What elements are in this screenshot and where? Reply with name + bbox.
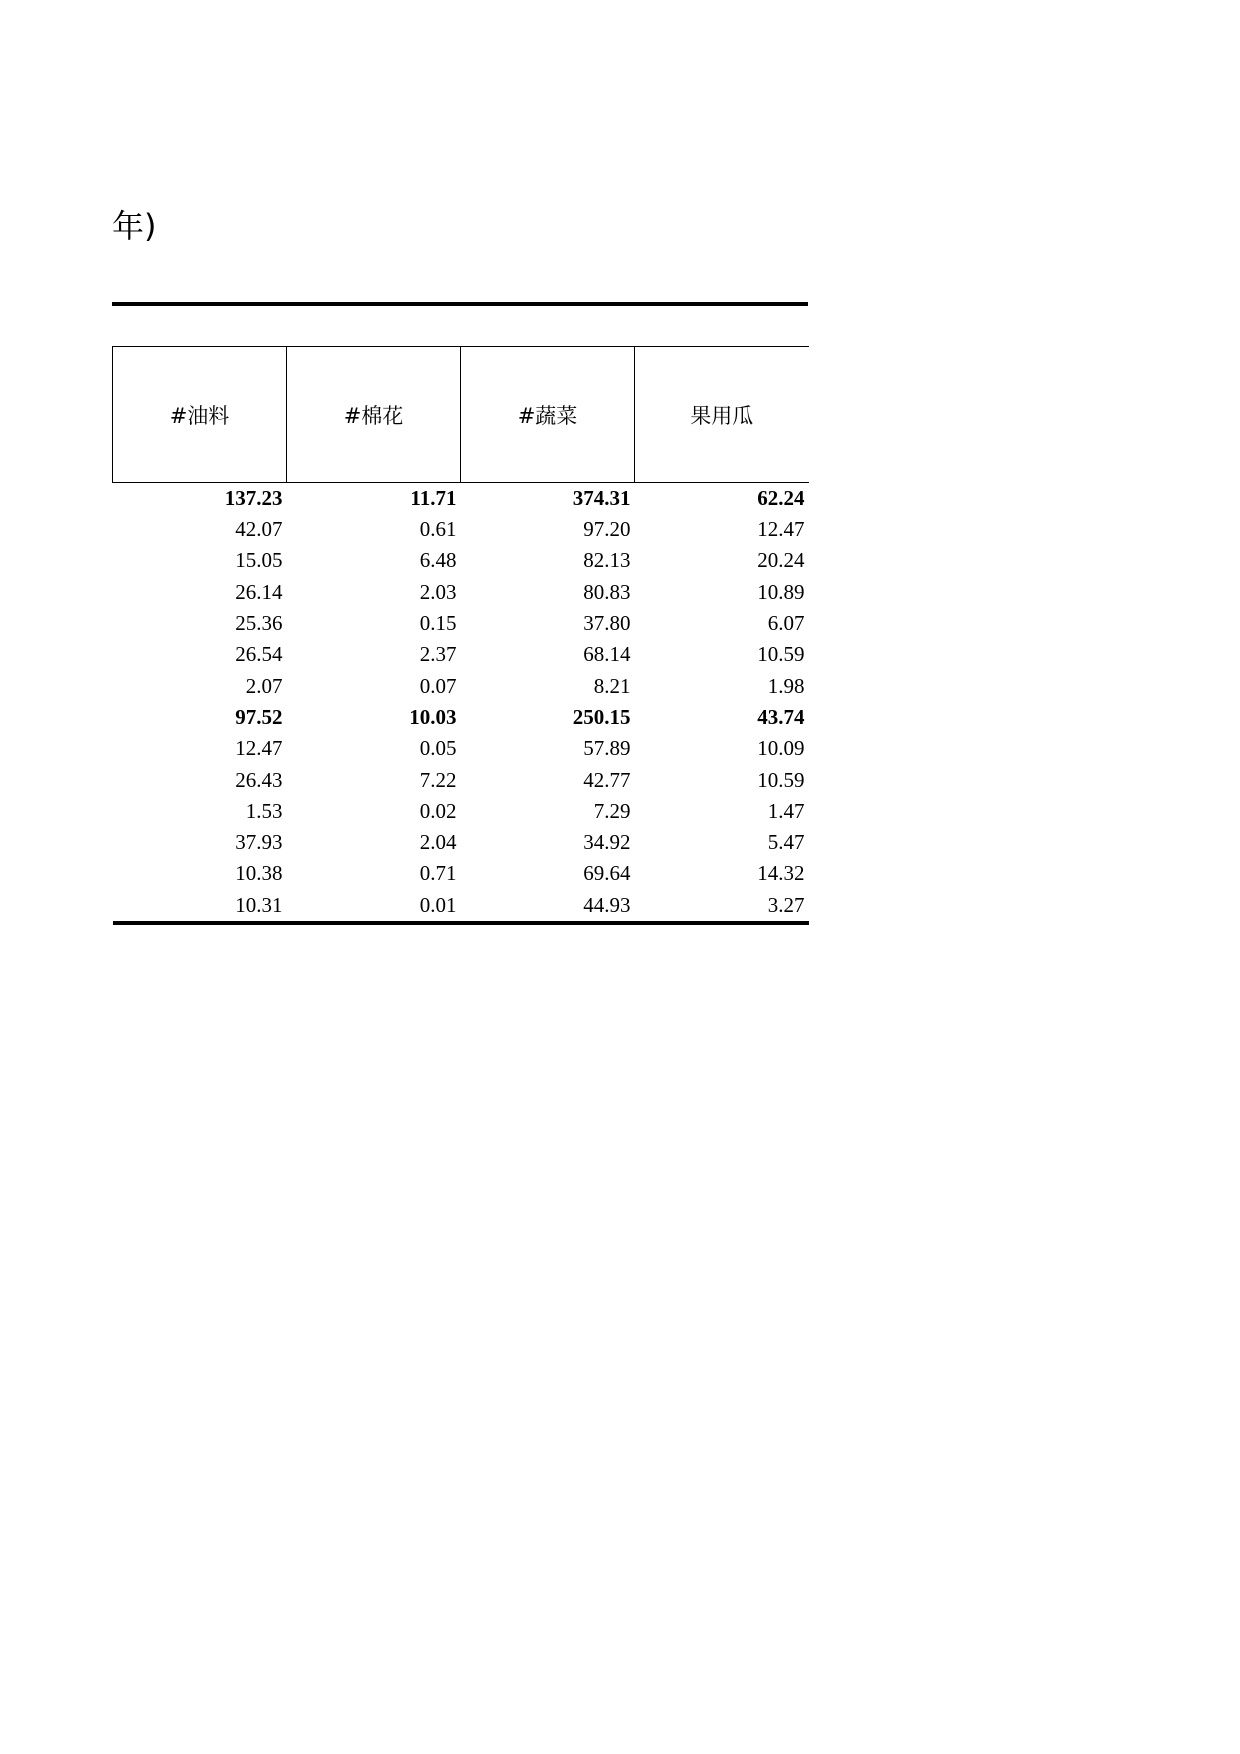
table-cell: 2.07: [245, 673, 283, 698]
table-cell: 1.47: [767, 798, 805, 823]
table-cell: 10.38: [235, 861, 283, 886]
table-cell: 7.22: [419, 767, 457, 792]
table-cell: 14.32: [757, 861, 805, 886]
table-cell: 34.92: [583, 830, 631, 855]
table-cell: 82.13: [583, 548, 631, 573]
table-cell: 12.47: [235, 736, 283, 761]
table-row: [113, 733, 809, 764]
table-cell: 15.05: [235, 548, 283, 573]
table-cell: 0.15: [419, 611, 457, 636]
table-cell: 5.47: [767, 830, 805, 855]
table-cell: 97.20: [583, 517, 631, 542]
table-cell: 0.71: [419, 861, 457, 886]
table-cell: 57.89: [583, 736, 631, 761]
table-cell: 1.98: [767, 673, 805, 698]
table-cell: 1.53: [245, 798, 283, 823]
table-row: [113, 827, 809, 858]
table-body: [113, 483, 809, 923]
table-row: [113, 514, 809, 545]
table-cell: 0.05: [419, 736, 457, 761]
table-cell: 68.14: [583, 642, 631, 667]
table-row: [113, 702, 809, 733]
table-row: [113, 608, 809, 639]
table-cell: 26.43: [235, 767, 283, 792]
table-row: [113, 764, 809, 795]
table-cell: 7.29: [593, 798, 631, 823]
table-cell: 20.24: [757, 548, 805, 573]
table-cell: 80.83: [583, 579, 631, 604]
table-cell: 69.64: [583, 861, 631, 886]
table-cell: 0.02: [419, 798, 457, 823]
top-rule: [112, 302, 808, 306]
table-row: [113, 577, 809, 608]
table-cell: 42.07: [235, 517, 283, 542]
table-cell: 10.31: [113, 890, 287, 923]
table-cell: 137.23: [224, 486, 283, 510]
table-cell: 62.24: [757, 486, 805, 510]
table-cell: 10.89: [757, 579, 805, 604]
table-cell: 0.07: [419, 673, 457, 698]
table-cell: 2.04: [419, 830, 457, 855]
table-cell: 0.01: [287, 890, 461, 923]
table-cell: 25.36: [235, 611, 283, 636]
table-cell: 6.48: [419, 548, 457, 573]
table-cell: 12.47: [757, 517, 805, 542]
table-cell: 43.74: [757, 704, 805, 729]
column-header-cotton: #棉花: [287, 347, 461, 483]
table-cell: 10.59: [757, 767, 805, 792]
table-cell: 10.09: [757, 736, 805, 761]
table-cell: 2.03: [419, 579, 457, 604]
table-header-row: [113, 347, 809, 483]
table-cell: 0.61: [419, 517, 457, 542]
table-cell: 8.21: [593, 673, 631, 698]
column-header-oilseeds: #油料: [113, 347, 287, 483]
table-row: [113, 670, 809, 701]
table-cell: 10.03: [409, 704, 457, 729]
table-row: [113, 639, 809, 670]
table-cell: 374.31: [572, 486, 631, 510]
column-header-melons: 果用瓜: [635, 347, 809, 483]
table-row: [113, 890, 809, 923]
table-cell: 3.27: [635, 890, 809, 923]
table-cell: 97.52: [235, 704, 283, 729]
table-cell: 44.93: [461, 890, 635, 923]
table-row: [113, 796, 809, 827]
page-title: 年): [112, 207, 157, 245]
column-header-vegetables: #蔬菜: [461, 347, 635, 483]
table-cell: 250.15: [572, 704, 631, 729]
table-row: [113, 483, 809, 515]
data-table: [112, 346, 809, 925]
table-cell: 37.80: [583, 611, 631, 636]
table-row: [113, 858, 809, 889]
table-cell: 37.93: [235, 830, 283, 855]
table-cell: 6.07: [767, 611, 805, 636]
table-cell: 10.59: [757, 642, 805, 667]
table-cell: 11.71: [410, 486, 457, 510]
table-cell: 42.77: [583, 767, 631, 792]
table-row: [113, 545, 809, 576]
table-cell: 26.54: [235, 642, 283, 667]
table-cell: 2.37: [419, 642, 457, 667]
table-cell: 26.14: [235, 579, 283, 604]
